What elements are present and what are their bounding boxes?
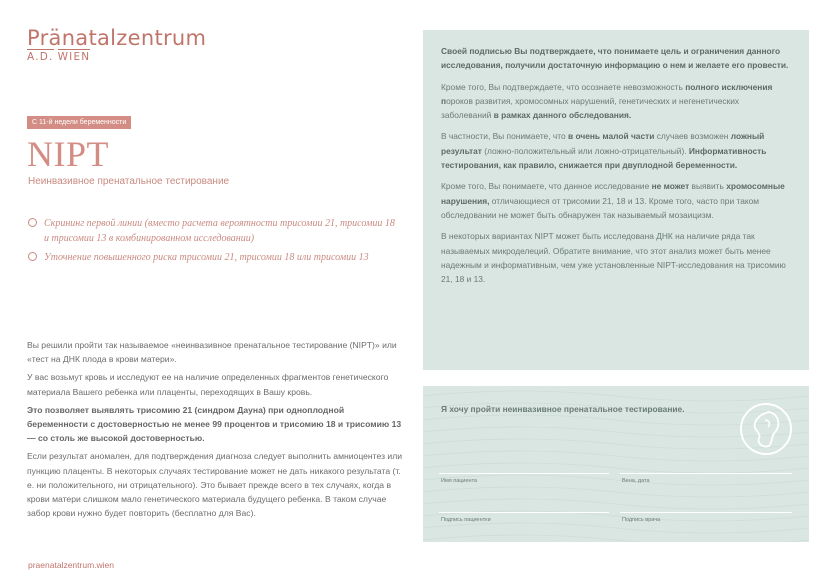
patient-signature-label: Подпись пациентки <box>441 517 491 523</box>
indication-text: Скрининг первой линии (вместо расчета вероятности трисомии 21, трисомии 18 и трисомии 13 в комбинированном исследовании) <box>44 218 395 244</box>
date-line[interactable] <box>620 473 792 474</box>
circle-bullet-icon <box>28 218 37 227</box>
footer-url[interactable]: praenatalzentrum.wien <box>28 560 114 570</box>
date-label: Вена, дата <box>622 478 650 484</box>
page-title: NIPT <box>27 134 109 174</box>
page-subtitle: Неинвазивное пренатальное тестирование <box>28 176 230 187</box>
circle-bullet-icon <box>28 252 37 261</box>
consent-paragraph: В некоторых вариантах NIPT может быть исследована ДНК на наличие ряда так называемых микроделеций. Обратите внимание, что этот анализ может быть менее надежным и информативным, чем уже установленные NIPT-исследования на трисомию 21, 18 и 13. <box>441 231 786 285</box>
consent-paragraph: В частности, Вы понимаете, что в очень малой части случаев возможен ложный результат (ложно-положительный или ложно-отрицательный). Информативность тестирования, как правило, снижается при двуплодной беременности. <box>441 131 767 171</box>
fetus-emblem-icon <box>739 402 793 456</box>
indication-item <box>28 250 398 265</box>
patient-signature-line[interactable] <box>439 512 609 513</box>
consent-panel <box>423 30 809 370</box>
week-badge: С 11-й недели беременности <box>27 116 131 129</box>
patient-name-label: Имя пациента <box>441 478 478 484</box>
intro-text <box>27 338 405 524</box>
logo-ad: A.D. <box>27 51 54 63</box>
logo-title: Pränatalzentrum <box>27 26 207 50</box>
logo-subtitle <box>27 51 90 63</box>
intro-paragraph: Вы решили пройти так называемое «неинвазивное пренатальное тестирование (NIPT)» или «тест на ДНК плода в крови матери». <box>27 340 397 365</box>
patient-name-line[interactable] <box>439 473 609 474</box>
doctor-signature-label: Подпись врача <box>622 517 661 523</box>
intro-paragraph: Если результат аномален, для подтверждения диагноза следует выполнить амниоцентез или пункцию плаценты. В некоторых случаях тестирование может не дать никакого результата (т. е. ни положительного, ни отрицательного). Это бывает прежде всего в тех случаях, когда в крови матери слишком мало генетического материала будущего ребенка. В таком случае забор крови нужно будет повторить (бесплатно для Вас). <box>27 451 403 519</box>
logo-wien: WIEN <box>57 51 91 63</box>
signature-panel <box>423 386 809 542</box>
indications-list <box>28 216 398 269</box>
indication-text: Уточнение повышенного риска трисомии 21, трисомии 18 или трисомии 13 <box>44 252 369 263</box>
consent-paragraph: Своей подписью Вы подтверждаете, что понимаете цель и ограничения данного исследования, получили достаточную информацию о нем и желаете его провести. <box>441 46 789 71</box>
intro-paragraph: У вас возьмут кровь и исследуют ее на наличие определенных фрагментов генетического материала Вашего ребенка или плаценты, переходящих в Вашу кровь. <box>27 372 389 397</box>
accuracy-paragraph: Это позволяет выявлять трисомию 21 (синдром Дауна) при одноплодной беременности с достоверностью не менее 99 процентов и трисомию 18 и трисомию 13 — со столь же высокой достоверностью. <box>27 404 402 444</box>
consent-paragraph: Кроме того, Вы понимаете, что данное исследование не может выявить хромосомные нарушения, отличающиеся от трисомии 21, 18 и 13. Кроме того, часто при таком обследовании не может быть обнаружен так называемый мозаицизм. <box>441 181 785 220</box>
indication-item <box>28 216 398 246</box>
signature-title: Я хочу пройти неинвазивное пренатальное тестирование. <box>441 404 685 414</box>
consent-paragraph: Кроме того, Вы подтверждаете, что осознаете невозможность полного исключения пороков развития, хромосомных нарушений, генетических и негенетических заболеваний в рамках данного обследования. <box>441 81 773 121</box>
doctor-signature-line[interactable] <box>620 512 792 513</box>
